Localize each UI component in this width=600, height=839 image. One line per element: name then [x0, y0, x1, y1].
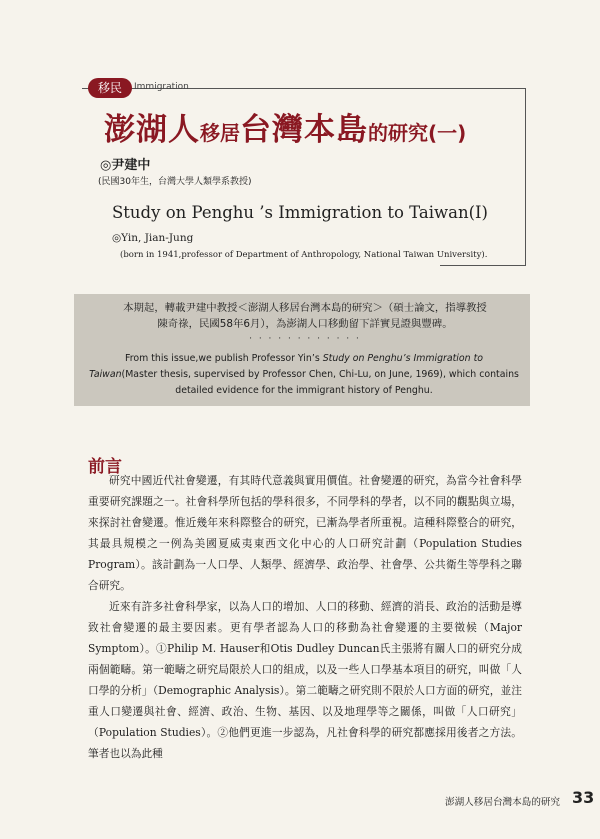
title-part-penghu: 澎湖人 — [104, 112, 200, 148]
category-tag: 移民 — [88, 78, 132, 98]
header-frame-bottom — [440, 265, 526, 266]
english-affiliation: (born in 1941,professor of Department of Anthropology, National Taiwan University). — [120, 250, 488, 260]
title-part-study: 的研究(一) — [368, 121, 467, 145]
section-heading: 前言 — [88, 457, 122, 477]
page-number: 33 — [572, 788, 595, 807]
title-part-migrate: 移居 — [200, 121, 240, 145]
intro-chinese-line2: 陳奇祿，民國58年6月），為澎湖人口移動留下詳實見證與豐碑。 — [157, 318, 453, 330]
author-affiliation: (民國30年生，台灣大學人類學系教授) — [98, 177, 252, 187]
english-title: Study on Penghu ’s Immigration to Taiwan(Ⅰ) — [112, 203, 488, 222]
intro-chinese-line1: 本期起，轉載尹建中教授＜澎湖人移居台灣本島的研究＞（碩士論文，指導教授 — [123, 302, 487, 314]
running-footer: 澎湖人移居台灣本島的研究 — [445, 797, 561, 808]
paragraph-2: 近來有許多社會科學家，以為人口的增加、人口的移動、經濟的消長、政治的活動是導致社會變遷的最主要因素。更有學者認為人口的移動為社會變遷的主要徵候（Major Symptom）。①Philip M. Hauser和Otis Dudley Duncan氏主張將有關人口的研究分成兩個範疇。第一範疇之研究局限於人口的組成，以及一些人口學基本項目的研究，叫做「人口學的分析」（Demographic Analysis）。第二範疇之研究則不限於人口方面的研究，並注重人口變遷與社會、經濟、政治、生物、基因、以及地理學等之關係，叫做「人口研究」（Population Studies）。②他們更進一步認為，凡社會科學的研究都應採用後者之方法。筆者也以為此種 — [88, 600, 522, 760]
article-title — [104, 104, 466, 149]
intro-english-pre: From this issue,we publish Professor Yin’s — [125, 353, 323, 364]
intro-english-post: (Master thesis, supervised by Professor Chen, Chi-Lu, on June, 1969), which contains detailed evidence for the immigrant history of Penghu. — [121, 369, 519, 396]
header-frame-right — [525, 88, 526, 266]
intro-english-title-b: Taiwan — [89, 369, 122, 380]
author-name: ◎尹建中 — [100, 158, 151, 173]
intro-english-title-a: Study on Penghu’s Immigration to — [322, 353, 483, 364]
title-part-taiwan: 台灣本島 — [240, 112, 368, 148]
intro-chinese — [90, 300, 520, 332]
intro-divider: · · · · · · · · · · · · — [249, 334, 361, 344]
paragraph-1: 研究中國近代社會變遷，有其時代意義與實用價值。社會變遷的研究，為當今社會科學重要研究課題之一。社會科學所包括的學科很多，不同學科的學者，以不同的觀點與立場，來探討社會變遷。惟近幾年來科際整合的研究，已漸為學者所重視。這種科際整合的研究，其最具規模之一例為美國夏威夷東西文化中心的人口研究計劃（Population Studies Program）。該計劃為一人口學、人類學、經濟學、政治學、社會學、公共衛生等學科之聯合研究。 — [88, 474, 522, 592]
english-author: ◎Yin, Jian-Jung — [112, 232, 194, 244]
intro-english — [84, 351, 524, 399]
category-subtitle: Immigration — [134, 82, 189, 92]
